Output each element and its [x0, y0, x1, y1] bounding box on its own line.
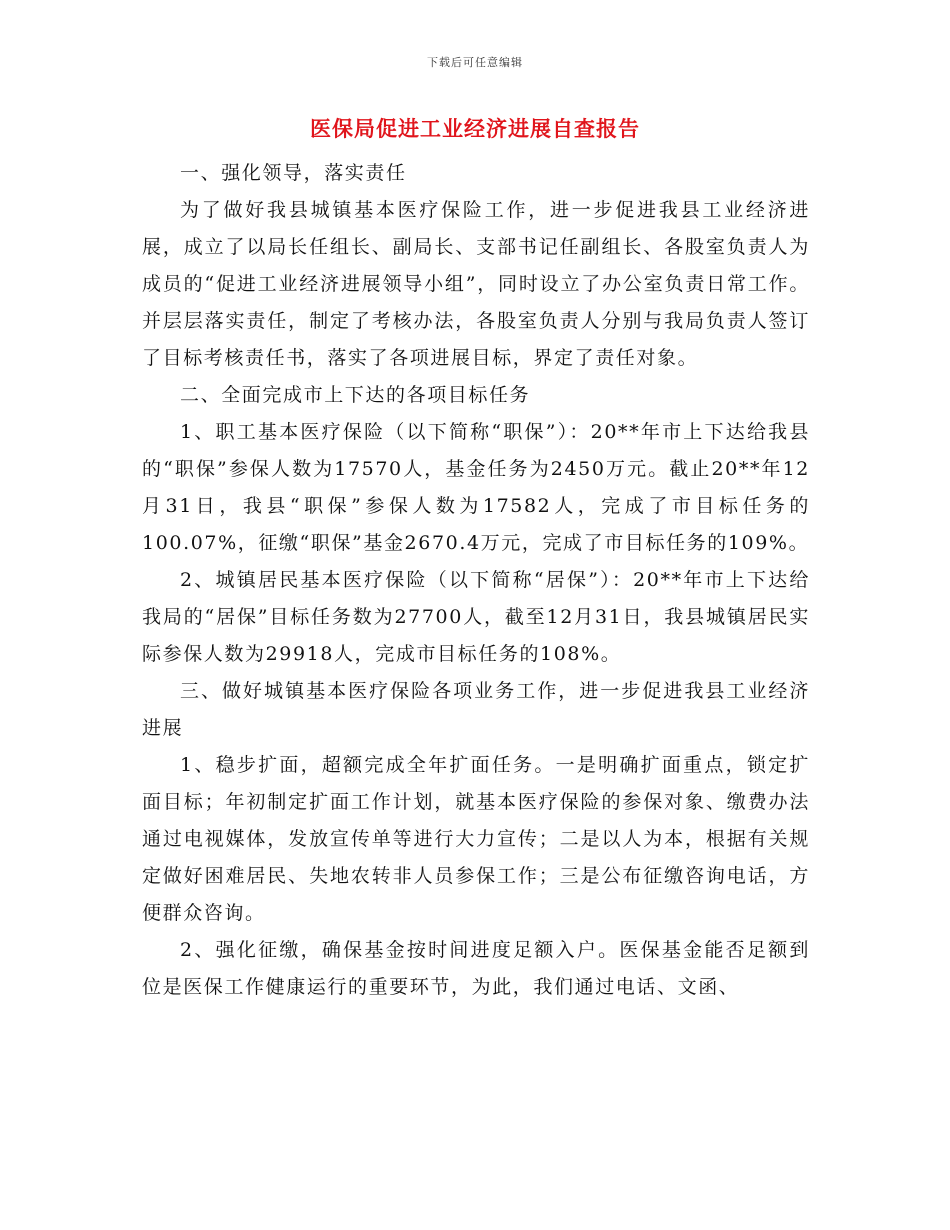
paragraph-resident-insurance: 2、城镇居民基本医疗保险（以下简称“居保”）：20**年市上下达给我局的“居保”目标任务数为27700人，截至12月31日，我县城镇居民实际参保人数为29918人，完成市目标任务的108%。: [142, 569, 810, 665]
paragraph-collection: 2、强化征缴，确保基金按时间进度足额入户。医保基金能否足额到位是医保工作健康运行的重要环节，为此，我们通过电话、文函、: [142, 939, 810, 998]
paragraph-expansion: 1、稳步扩面，超额完成全年扩面任务。一是明确扩面重点，锁定扩面目标；年初制定扩面工作计划，就基本医疗保险的参保对象、缴费办法通过电视媒体，发放宣传单等进行大力宣传；二是以人为本，根据有关规定做好困难居民、失地农转非人员参保工作；三是公布征缴咨询电话，方便群众咨询。: [142, 754, 810, 924]
section-heading-2: 二、全面完成市上下达的各项目标任务: [180, 384, 531, 406]
document-body: [142, 155, 810, 1006]
paragraph-employee-insurance: 1、职工基本医疗保险（以下简称“职保”）：20**年市上下达给我县的“职保”参保人数为17570人，基金任务为2450万元。截止20**年12月31日，我县“职保”参保人数为17582人，完成了市目标任务的100.07%，征缴“职保”基金2670.4万元，完成了市目标任务的109%。: [142, 421, 810, 554]
section-heading-3: 三、做好城镇基本医疗保险各项业务工作，进一步促进我县工业经济进展: [142, 680, 810, 739]
page-header-note: 下载后可任意编辑: [427, 56, 523, 69]
paragraph-leadership: 为了做好我县城镇基本医疗保险工作，进一步促进我县工业经济进展，成立了以局长任组长、副局长、支部书记任副组长、各股室负责人为成员的“促进工业经济进展领导小组”，同时设立了办公室负责日常工作。并层层落实责任，制定了考核办法，各股室负责人分别与我局负责人签订了目标考核责任书，落实了各项进展目标，界定了责任对象。: [142, 199, 810, 369]
document-title: 医保局促进工业经济进展自查报告: [310, 116, 640, 141]
section-heading-1: 一、强化领导，落实责任: [180, 162, 407, 184]
